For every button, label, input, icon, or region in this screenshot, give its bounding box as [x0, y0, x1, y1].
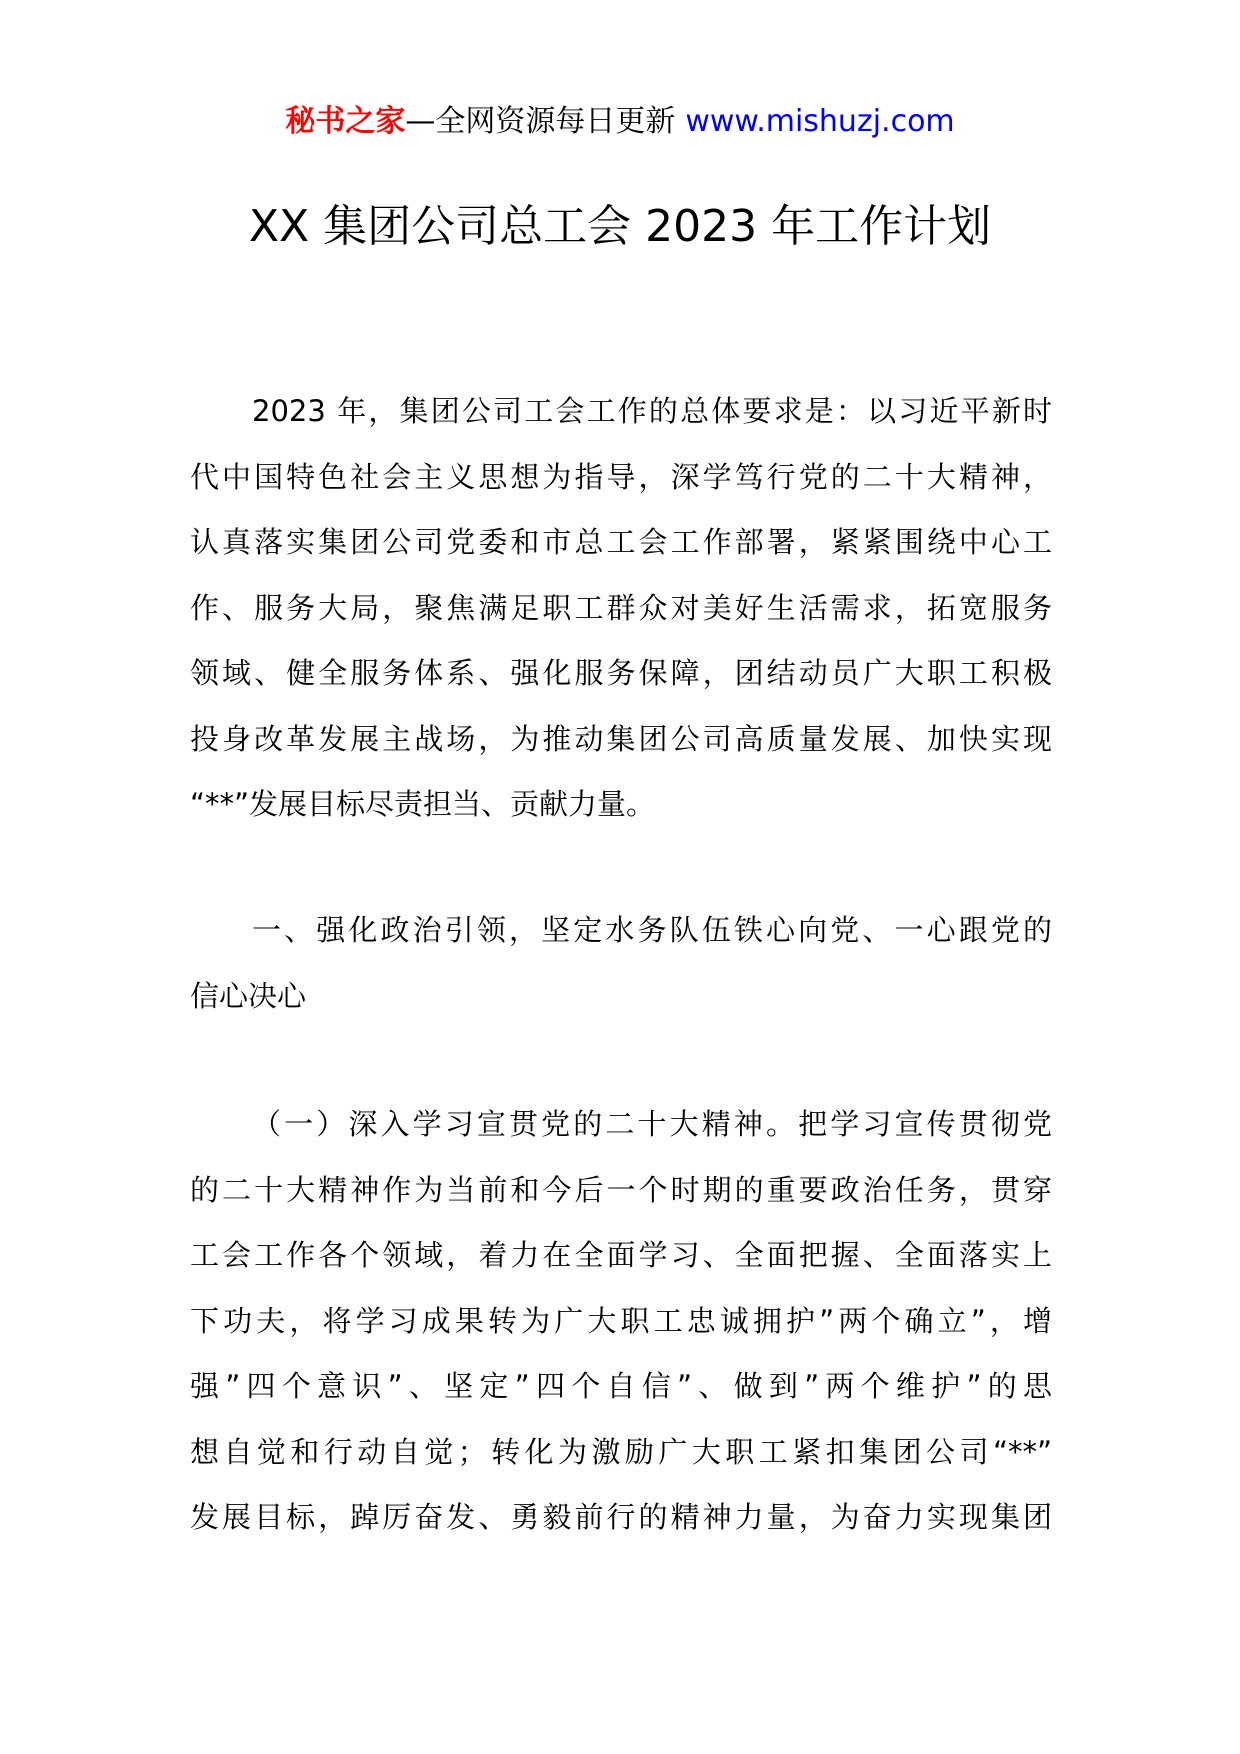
paragraph-line: 工会工作各个领域，着力在全面学习、全面把握、全面落实上 — [190, 1238, 1052, 1272]
paragraph-line: 作、服务大局，聚焦满足职工群众对美好生活需求，拓宽服务 — [190, 590, 1052, 625]
site-url-link[interactable]: www.mishuzj.com — [685, 104, 955, 139]
paragraph-line: 想自觉和行动自觉；转化为激励广大职工紧扣集团公司“**” — [190, 1434, 1052, 1469]
heading-line: 信心决心 — [190, 978, 307, 1013]
paragraph-line: “**”发展目标尽责担当、贡献力量。 — [190, 787, 656, 821]
paragraph-line: 的二十大精神作为当前和今后一个时期的重要政治任务，贯穿 — [190, 1172, 1052, 1207]
paragraph-line: 代中国特色社会主义思想为指导，深学笃行党的二十大精神， — [190, 459, 1052, 494]
paragraph-line: 强”四个意识”、坚定”四个自信”、做到”两个维护”的思 — [190, 1369, 1052, 1403]
paragraph-line: 认真落实集团公司党委和市总工会工作部署，紧紧围绕中心工 — [190, 525, 1052, 559]
section-heading-1 — [190, 898, 1052, 1029]
paragraph-line: 投身改革发展主战场，为推动集团公司高质量发展、加快实现 — [190, 721, 1052, 756]
brand-name: 秘书之家 — [285, 104, 406, 139]
paragraph-overview — [190, 379, 1052, 838]
heading-line: 一、强化政治引领，坚定水务队伍铁心向党、一心跟党的 — [252, 913, 1052, 947]
paragraph-line: 下功夫，将学习成果转为广大职工忠诚拥护”两个确立”，增 — [190, 1303, 1052, 1338]
site-banner — [0, 100, 1240, 144]
banner-tagline: —全网资源每日更新 — [405, 104, 676, 139]
paragraph-line: 发展目标，踔厉奋发、勇毅前行的精神力量，为奋力实现集团 — [190, 1500, 1052, 1534]
document-title: XX 集团公司总工会 2023 年工作计划 — [248, 201, 992, 252]
paragraph-subsection-1 — [190, 1092, 1052, 1551]
paragraph-line: 2023 年，集团公司工会工作的总体要求是：以习近平新时 — [252, 394, 1052, 428]
paragraph-line: 领域、健全服务体系、强化服务保障，团结动员广大职工积极 — [190, 656, 1052, 690]
paragraph-line: （一）深入学习宣贯党的二十大精神。把学习宣传贯彻党 — [252, 1107, 1052, 1141]
